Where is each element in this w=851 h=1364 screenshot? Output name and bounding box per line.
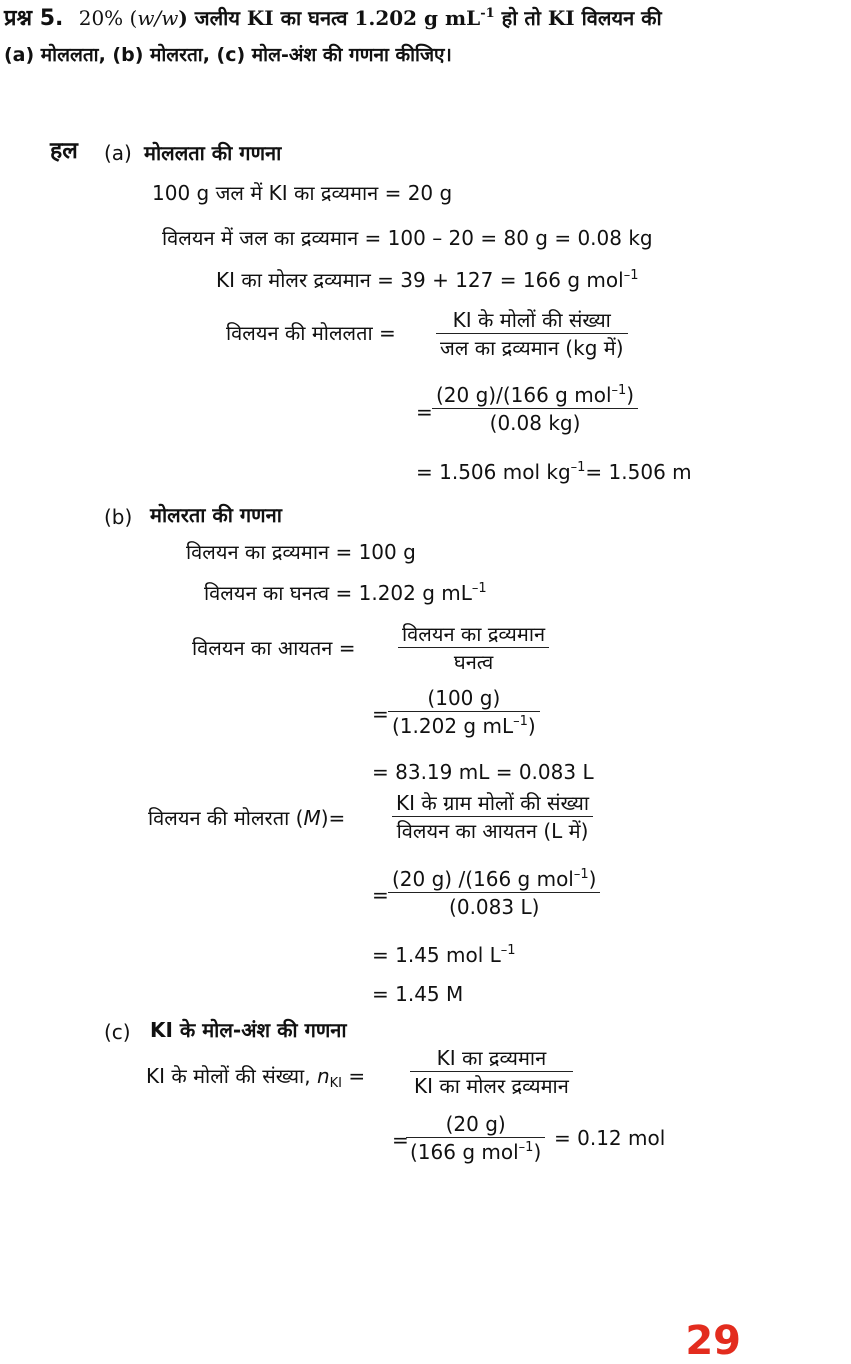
molality-calc-num-text: (20 g)/(166 g mol — [436, 383, 612, 407]
question-sup: -1 — [480, 6, 495, 21]
part-b-line-2-text: विलयन का घनत्व = 1.202 g mL — [204, 581, 472, 605]
volume-calc-den-sup: –1 — [513, 714, 528, 729]
molality-calc-denominator: (0.08 kg) — [489, 411, 581, 435]
volume-calc-numerator: (100 g) — [388, 688, 540, 712]
mole-fraction — [410, 1048, 573, 1096]
molarity-calc-numerator — [388, 869, 600, 893]
equals-sign: = — [372, 702, 389, 726]
equals-sign: = — [392, 1128, 409, 1152]
part-a-line-3-text: KI का मोलर द्रव्यमान = 39 + 127 = 166 g mol — [216, 268, 624, 292]
molarity-symbol: M — [303, 806, 321, 830]
volume-calc-fraction — [388, 688, 540, 736]
volume-fraction — [398, 624, 549, 672]
part-b-heading: मोलरता की गणना — [150, 503, 282, 527]
volume-lhs: विलयन का आयतन = — [192, 636, 356, 660]
part-a-line-3 — [216, 270, 639, 290]
part-c-marker: (c) — [104, 1020, 131, 1044]
molality-calc-numerator — [432, 385, 638, 409]
part-c-heading: KI के मोल-अंश की गणना — [150, 1018, 347, 1042]
molality-calc-fraction — [432, 385, 638, 433]
molarity-numerator: KI के ग्राम मोलों की संख्या — [392, 793, 593, 817]
question-w2: w — [161, 6, 179, 30]
mole-calc-den-sup: –1 — [518, 1140, 534, 1155]
mole-lhs-text: KI के मोलों की संख्या, — [146, 1064, 317, 1088]
molarity-result-1-sup: –1 — [500, 943, 516, 958]
question-line-2: (a) मोललता, (b) मोलरता, (c) मोल-अंश की गणना कीजिए। — [4, 44, 452, 66]
question-label: प्रश्न 5. — [4, 6, 64, 31]
mole-result: = 0.12 mol — [554, 1126, 666, 1150]
part-b-marker: (b) — [104, 505, 133, 529]
part-b-line-1: विलयन का द्रव्यमान = 100 g — [186, 540, 416, 564]
molarity-result-1-text: = 1.45 mol L — [372, 943, 501, 967]
molarity-calc-num-sup: –1 — [573, 867, 589, 882]
molarity-calc-denominator: (0.083 L) — [449, 895, 540, 919]
question-text-b: ) जलीय KI का घनत्व 1.202 g mL — [178, 6, 481, 30]
molarity-result-1 — [372, 945, 516, 965]
molality-fraction — [436, 310, 628, 358]
molarity-denominator: विलयन का आयतन (L में) — [396, 819, 589, 843]
molality-denominator: जल का द्रव्यमान (kg में) — [440, 336, 624, 360]
part-b-line-2-sup: –1 — [471, 581, 487, 596]
volume-result: = 83.19 mL = 0.083 L — [372, 760, 594, 784]
mole-lhs — [146, 1064, 366, 1091]
molarity-calc-num-text: (20 g) /(166 g mol — [392, 867, 574, 891]
molarity-calc-num-end: ) — [588, 867, 597, 891]
question-text-a: 20% ( — [78, 6, 138, 30]
molality-calc-num-end: ) — [626, 383, 635, 407]
molality-result-end: = 1.506 m — [585, 460, 692, 484]
mole-denominator: KI का मोलर द्रव्यमान — [414, 1074, 569, 1098]
molarity-lhs-text: विलयन की मोलरता ( — [148, 806, 304, 830]
mole-calc-fraction — [406, 1114, 545, 1162]
question-line-1 — [4, 8, 662, 30]
volume-calc-den-end: ) — [527, 714, 536, 738]
equals-sign: = — [416, 400, 433, 424]
part-b-line-2 — [204, 583, 487, 603]
mole-calc-den-end: ) — [533, 1140, 542, 1164]
question-w1: w — [137, 6, 155, 30]
volume-calc-den-text: (1.202 g mL — [392, 714, 514, 738]
mole-calc-numerator: (20 g) — [406, 1114, 545, 1138]
part-a-line-3-sup: –1 — [623, 268, 639, 283]
volume-numerator: विलयन का द्रव्यमान — [398, 624, 549, 648]
mole-n: n — [316, 1064, 330, 1088]
molality-result-sup: –1 — [570, 460, 586, 475]
molality-result-text: = 1.506 mol kg — [416, 460, 571, 484]
mole-eq: = — [342, 1064, 366, 1088]
molarity-lhs — [148, 808, 345, 828]
equals-sign: = — [372, 883, 389, 907]
molality-lhs: विलयन की मोललता = — [226, 321, 396, 345]
part-a-line-2: विलयन में जल का द्रव्यमान = 100 – 20 = 80 g = 0.08 kg — [162, 226, 653, 250]
molality-calc-num-sup: –1 — [611, 383, 627, 398]
question-text-c: हो तो KI विलयन की — [494, 6, 662, 30]
molarity-calc-fraction — [388, 869, 600, 917]
page-number: 29 — [685, 1318, 741, 1364]
molarity-result-2: = 1.45 M — [372, 982, 464, 1006]
volume-denominator: घनत्व — [453, 650, 494, 674]
molality-numerator: KI के मोलों की संख्या — [436, 310, 628, 334]
part-a-line-1: 100 g जल में KI का द्रव्यमान = 20 g — [152, 181, 453, 205]
volume-calc-denominator — [388, 712, 540, 736]
molarity-lhs-end: )= — [320, 806, 346, 830]
molarity-fraction — [392, 793, 593, 841]
mole-numerator: KI का द्रव्यमान — [410, 1048, 573, 1072]
part-a-heading: मोललता की गणना — [144, 141, 282, 165]
molality-result — [416, 462, 692, 482]
mole-calc-denominator — [406, 1138, 545, 1162]
part-a-marker: (a) — [104, 141, 132, 165]
mole-sub: KI — [329, 1076, 342, 1091]
mole-calc-den-text: (166 g mol — [410, 1140, 519, 1164]
question-slash: / — [154, 6, 162, 30]
solution-label: हल — [50, 138, 78, 164]
